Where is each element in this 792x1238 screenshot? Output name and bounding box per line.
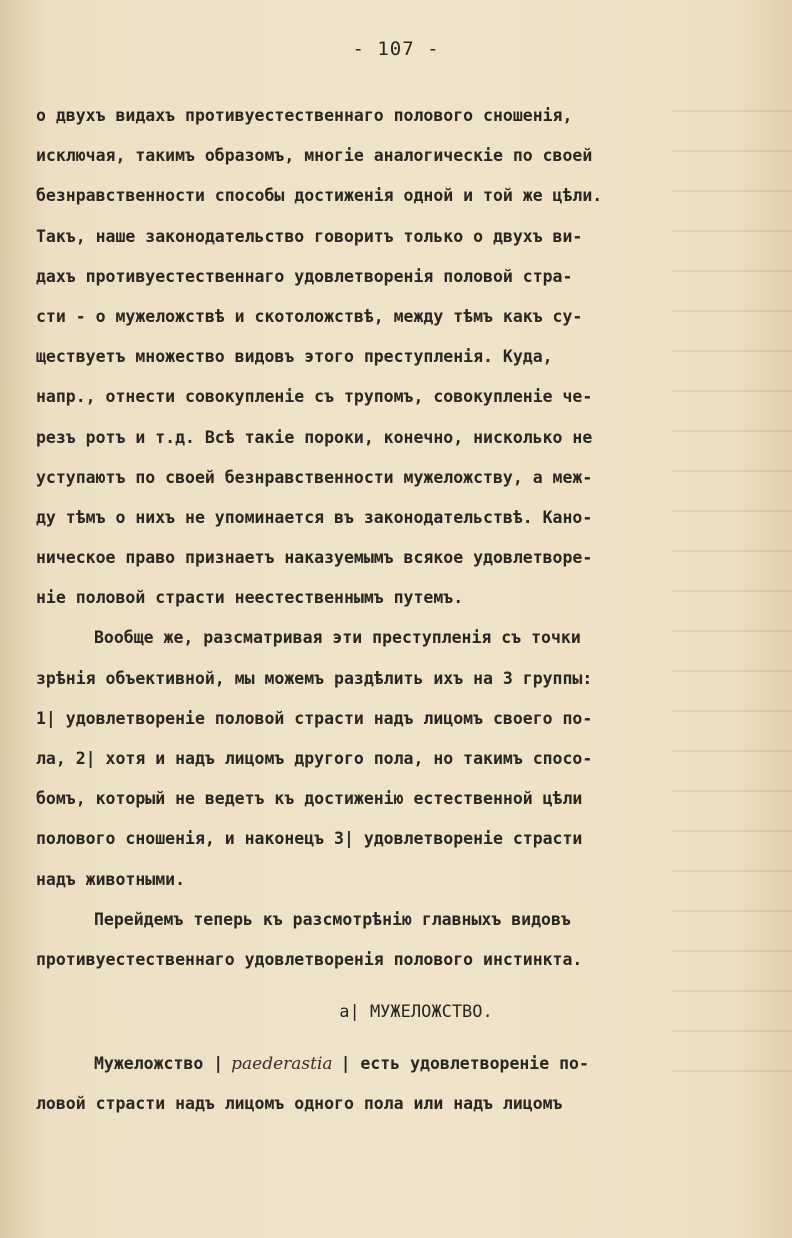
text-line: зрѣнія объективной, мы можемъ раздѣлить ихъ на 3 группы:	[36, 668, 593, 688]
text-line: полового сношенія, и наконецъ 3| удовлетвореніе страсти	[36, 829, 583, 849]
text-line: надъ животными.	[36, 869, 186, 889]
text-line: 1| удовлетвореніе половой страсти надъ лицомъ своего по-	[36, 708, 593, 728]
definition-continuation: | есть удовлетвореніе по-	[340, 1053, 589, 1073]
text-line: ла, 2| хотя и надъ лицомъ другого пола, но такимъ спосо-	[36, 749, 593, 768]
body-text	[36, 96, 756, 1124]
text-line: ду тѣмъ о нихъ не упоминается въ законодательствѣ. Кано-	[36, 507, 593, 527]
text-line: напр., отнести совокупленіе съ трупомъ, совокупленіе че-	[36, 387, 593, 407]
text-line: ловой страсти надъ лицомъ одного пола или надъ лицомъ	[36, 1094, 563, 1114]
text-line: бомъ, который не ведетъ къ достиженію естественной цѣли	[36, 789, 583, 809]
definition-line	[36, 1044, 756, 1084]
text-line: безнравственности способы достиженія одной и той же цѣли.	[36, 186, 603, 206]
text-line: уступаютъ по своей безнравственности мужеложству, а меж-	[36, 467, 593, 487]
text-line: исключая, такимъ образомъ, многіе аналогическіе по своей	[36, 146, 593, 166]
text-line: противуестественнаго удовлетворенія полового инстинкта.	[36, 949, 583, 969]
text-line: резъ ротъ и т.д. Всѣ такіе пороки, конечно, нисколько не	[36, 427, 593, 447]
paragraph-start-line: Вообще же, разсматривая эти преступленія съ точки	[94, 628, 581, 648]
text-line: дахъ противуестественнаго удовлетворенія половой стра-	[36, 266, 573, 286]
text-line: о двухъ видахъ противуестественнаго полового сношенія,	[36, 106, 573, 125]
definition-term: Мужеложство |	[94, 1053, 224, 1073]
page-number: - 107 -	[352, 38, 440, 60]
paragraph-start-line: Перейдемъ теперь къ разсмотрѣнію главныхъ видовъ	[94, 909, 571, 929]
section-heading: а| МУЖЕЛОЖСТВО.	[339, 1001, 493, 1022]
text-line: сти - о мужеложствѣ и скотоложствѣ, между тѣмъ какъ су-	[36, 306, 583, 326]
text-line: ническое право признаетъ наказуемымъ всякое удовлетворе-	[36, 548, 593, 568]
handwritten-term: paederastia	[231, 1053, 333, 1074]
text-line: ществуетъ множество видовъ этого преступленія. Куда,	[36, 347, 553, 367]
text-line: Такъ, наше законодательство говоритъ только о двухъ ви-	[36, 226, 583, 246]
text-line: ніе половой страсти неестественнымъ путемъ.	[36, 588, 464, 608]
